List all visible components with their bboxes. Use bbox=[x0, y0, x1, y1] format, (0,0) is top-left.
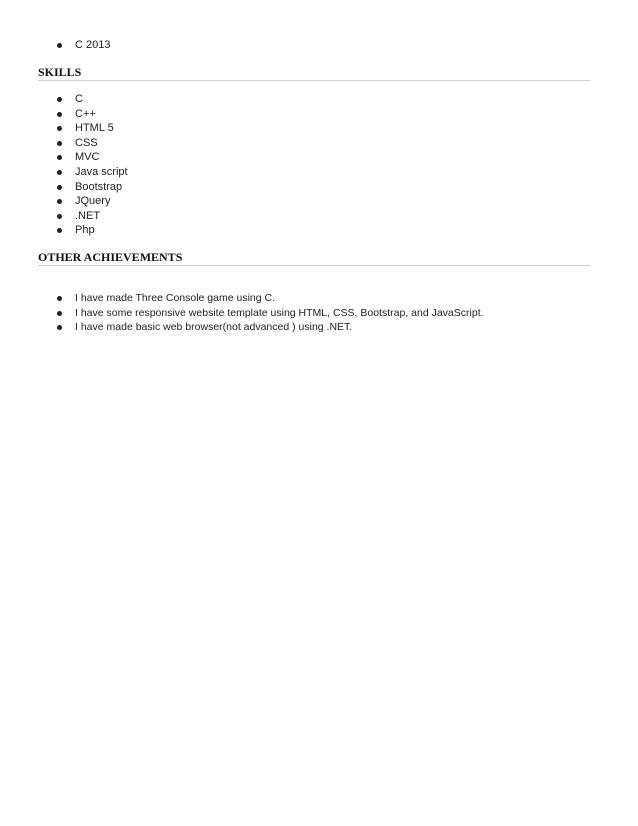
bullet-icon bbox=[57, 228, 62, 233]
list-item-text: C++ bbox=[75, 107, 96, 120]
list-item bbox=[57, 180, 128, 195]
skills-list bbox=[57, 92, 128, 238]
list-item-text: MVC bbox=[75, 151, 100, 164]
list-item bbox=[57, 136, 128, 151]
achievements-list bbox=[57, 291, 484, 335]
list-item-text: C 2013 bbox=[75, 39, 111, 51]
list-item bbox=[57, 121, 128, 136]
list-item bbox=[57, 92, 128, 107]
bullet-icon bbox=[57, 214, 62, 219]
bullet-icon bbox=[57, 199, 62, 204]
list-item-text: C bbox=[75, 93, 83, 105]
list-item-text: Bootstrap bbox=[75, 180, 123, 193]
list-item-text: I have some responsive website template using HTML, CSS, Bootstrap, and JavaScript. bbox=[75, 306, 484, 319]
bullet-icon bbox=[57, 170, 62, 175]
bullet-icon bbox=[57, 126, 62, 131]
experience-list bbox=[57, 38, 110, 53]
list-item-text: Java script bbox=[75, 165, 128, 178]
bullet-icon bbox=[57, 311, 62, 316]
list-item bbox=[57, 306, 484, 321]
list-item-text: JQuery bbox=[75, 195, 111, 208]
list-item bbox=[57, 291, 484, 306]
list-item-text: I have made Three Console game using C. bbox=[75, 292, 276, 304]
bullet-icon bbox=[57, 325, 62, 330]
list-item-text: HTML 5 bbox=[75, 122, 114, 135]
bullet-icon bbox=[57, 141, 62, 146]
list-item-text: Php bbox=[75, 224, 95, 237]
list-item bbox=[57, 209, 128, 224]
bullet-icon bbox=[57, 155, 62, 160]
bullet-icon bbox=[57, 296, 62, 301]
list-item bbox=[57, 165, 128, 180]
list-item bbox=[57, 150, 128, 165]
list-item bbox=[57, 194, 128, 209]
list-item-text: CSS bbox=[75, 136, 98, 149]
bullet-icon bbox=[57, 43, 62, 48]
bullet-icon bbox=[57, 97, 62, 102]
skills-heading: SKILLS bbox=[38, 65, 590, 81]
achievements-heading: OTHER ACHIEVEMENTS bbox=[38, 250, 590, 266]
bullet-icon bbox=[57, 185, 62, 190]
bullet-icon bbox=[57, 112, 62, 117]
list-item bbox=[57, 320, 484, 335]
list-item bbox=[57, 107, 128, 122]
list-item bbox=[57, 38, 110, 53]
list-item-text: .NET bbox=[75, 209, 101, 222]
list-item-text: I have made basic web browser(not advanced ) using .NET. bbox=[75, 321, 353, 334]
list-item bbox=[57, 223, 128, 238]
